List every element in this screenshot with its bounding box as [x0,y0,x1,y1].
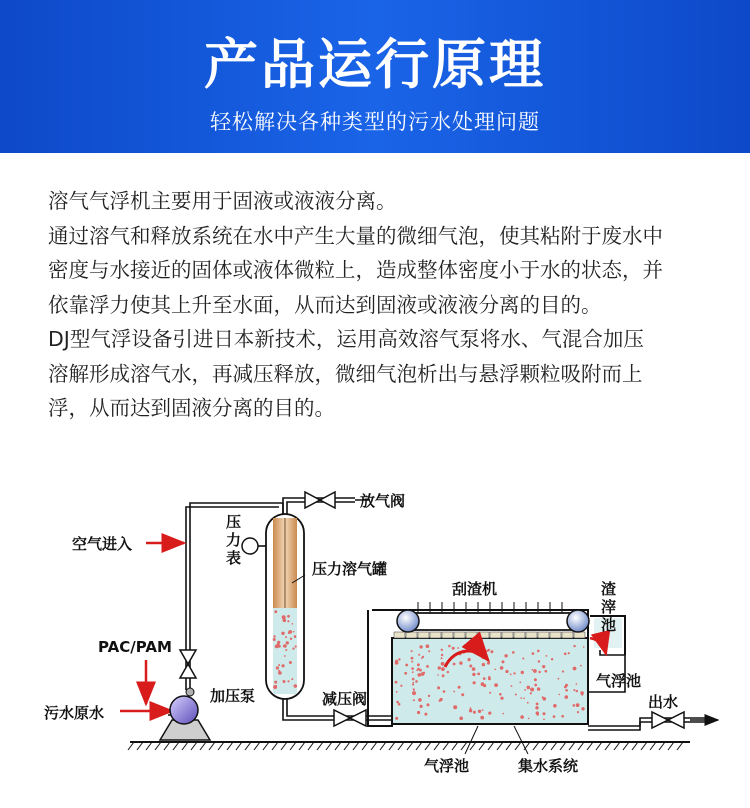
bubble [277,641,280,644]
ground-hatch [551,742,557,750]
bubble [480,716,484,720]
bubble [543,719,545,721]
bubble [559,694,561,696]
collector-label: 集水系统 [518,757,579,775]
bubble [412,683,414,685]
slag-cell [562,632,573,638]
ground-hatch [335,742,341,750]
ground-hatch [461,742,467,750]
bubble [536,703,539,706]
bubble [441,649,443,651]
bubble [537,650,540,653]
bubble [294,635,297,638]
bubble [477,673,480,676]
ground-hatch [668,742,674,750]
ground-hatch [641,742,647,750]
slag-label: 滓 [601,598,617,616]
bubble [561,715,564,718]
slag-label: 渣 [601,580,617,598]
ground-hatch [245,742,251,750]
bubble [286,641,289,644]
bubble [418,654,420,656]
bubble [287,615,290,618]
ground-hatch [560,742,566,750]
bubble [472,673,475,676]
ground-hatch [146,742,152,750]
bubble [459,661,462,664]
ground-hatch [470,742,476,750]
bubble [537,687,540,690]
bubble [528,718,530,720]
bubble [487,661,490,664]
ground-hatch [209,742,215,750]
bubble [453,705,457,709]
raw-water-label: 污水原水 [44,704,105,722]
bubble [546,655,548,657]
bubble [482,663,485,666]
bubble [581,694,583,696]
bubble [511,685,513,687]
bubble [478,710,481,713]
ground-hatch [659,742,665,750]
slag-cell [430,632,441,638]
bubble [413,688,415,690]
bubble [411,661,413,663]
ground-hatch [497,742,503,750]
bubble [458,686,461,689]
ground-hatch [182,742,188,750]
ground-hatch [191,742,197,750]
bubble [411,667,414,670]
bubble [441,662,445,666]
bubble [419,645,422,648]
ground-hatch [353,742,359,750]
ground-hatch [434,742,440,750]
bubble [423,672,425,674]
bubble [533,669,537,673]
ground-hatch [380,742,386,750]
bubble [469,709,472,712]
pressure-pump [160,688,210,740]
ground-hatch [254,742,260,750]
ground-hatch [542,742,548,750]
ground-hatch [272,742,278,750]
scraper [397,602,589,632]
bubble [534,678,537,681]
bubble [520,715,524,719]
bubble [459,717,463,721]
bubble [447,671,449,673]
bubble [417,711,420,714]
bubble [287,620,289,622]
bubble [292,623,294,625]
outlet-label: 出水 [648,693,679,711]
description-line: DJ型气浮设备引进日本新技术，运用高效溶气泵将水、气混合加压 [48,327,644,351]
inlet-valve [180,650,196,678]
bubble [461,693,464,696]
ground-hatch [407,742,413,750]
bubble [532,652,535,655]
ground-hatch [515,742,521,750]
bubble [437,686,440,689]
bubble [441,667,445,671]
ground-hatch [596,742,602,750]
bubble [532,669,534,671]
bubble [273,635,275,637]
bubble [564,653,567,656]
bubble [453,691,455,693]
ground-hatch [452,742,458,750]
slag-cell [574,632,585,638]
bubble [470,707,472,709]
bubble [442,674,445,677]
bubble [577,711,579,713]
bubble [440,698,443,701]
ground-hatch [605,742,611,750]
ground-hatch [290,742,296,750]
bubble [293,631,295,633]
slag-cell [502,632,513,638]
ground-hatch [173,742,179,750]
bubble [538,671,540,673]
flotation-pool-bottom-label: 气浮池 [424,757,470,775]
bubble [441,654,443,656]
bubble [427,703,430,706]
ground-hatch [164,742,170,750]
bubble [473,681,476,684]
slag-cell [550,632,561,638]
ground-hatch [443,742,449,750]
bubble [426,644,430,648]
ground-hatch [227,742,233,750]
bubble [510,674,512,676]
bubble [562,670,564,672]
bubble [418,673,422,677]
bubble [553,715,556,718]
bubble [396,701,399,704]
outlet-valve [652,712,684,728]
ground-hatch [155,742,161,750]
ground-hatch [569,742,575,750]
pressure-tank [266,514,304,699]
ground-hatch [128,742,134,750]
ground-hatch [317,742,323,750]
bubble [522,658,524,660]
bubble [523,698,525,700]
ground-hatch [533,742,539,750]
bubble [576,690,578,692]
bubble [500,697,503,700]
bubble [417,668,420,671]
bubble [294,684,298,688]
bubble [283,645,285,647]
description-text [48,184,718,426]
bubble [285,636,287,638]
description-line: 溶解形成溶气水，再减压释放，微细气泡析出与悬浮颗粒吸附而上 [48,361,643,386]
bubble [527,686,531,690]
bubble [553,704,557,708]
bubble [558,678,560,680]
bubble [420,705,423,708]
bubble [453,663,456,666]
ground-hatch [578,742,584,750]
bubble [437,674,439,676]
bubble [573,667,577,671]
bubble [568,652,570,654]
bubble [412,678,415,681]
bubble [488,677,491,680]
bubble [428,650,430,652]
bubble [400,685,402,687]
slag-cell [418,632,429,638]
pac-label: PAC/PAM [98,638,172,656]
tank-label: 压力溶气罐 [312,560,388,578]
bubble [278,671,282,675]
bubble [395,661,399,665]
bubble [538,660,540,662]
bubble [473,711,476,714]
bubble [583,646,585,648]
description-line: 密度与水接近的固体或液体微粒上，造成整体密度小于水的状态，并 [48,258,663,282]
bubble [500,666,504,670]
bubble [395,681,398,684]
bubble [452,647,455,650]
bubble [505,670,508,673]
ground-hatch [326,742,332,750]
bubble [513,672,515,674]
slag-cell [514,632,525,638]
reducing-valve-label: 减压阀 [322,690,368,708]
ground-hatch [398,742,404,750]
ground-hatch [623,742,629,750]
bubble [519,682,521,684]
bubble [580,665,582,667]
bubble [438,667,441,670]
bubble [504,654,507,657]
pressure-gauge-icon [242,538,258,554]
ground-hatch [614,742,620,750]
slag-cell [478,632,489,638]
bubble [413,682,415,684]
gauge-label: 力 [226,531,242,549]
bubble [412,691,416,695]
bubble [536,711,539,714]
page-subtitle: 轻松解决各种类型的污水处理问题 [210,110,540,134]
bubble [564,686,567,689]
bubble [395,717,398,720]
bubble [576,683,578,685]
bubble [576,703,580,707]
bubble [283,619,287,623]
bubble [426,665,429,668]
pump-label: 加压泵 [210,687,256,705]
slag-cell [490,632,501,638]
ground [128,742,690,750]
bubble [581,707,584,710]
bubble [573,689,575,691]
slag-cell [406,632,417,638]
bubble [530,692,532,694]
bubble [275,685,277,687]
bubble [534,684,537,687]
bubble [573,645,575,647]
slag-cell [442,632,453,638]
bubble [483,684,486,687]
bubble [512,651,515,654]
reducing-valve [334,710,366,726]
description-line: 浮，从而达到固液分离的目的。 [48,396,335,420]
bubble [428,695,430,697]
bubble [411,657,414,660]
bubble [398,658,400,660]
bubble [565,695,569,699]
bubble [483,677,486,680]
bubble [282,664,285,667]
flotation-diagram [0,470,750,808]
gauge-label: 压 [226,513,242,531]
slag-cell [526,632,537,638]
bubble [288,630,292,634]
vent-valve-label: 放气阀 [360,492,406,510]
slag-cell [394,632,405,638]
ground-hatch [308,742,314,750]
bubble [404,672,407,675]
description-line: 通过溶气和释放系统在水中产生大量的微细气泡，使其粘附于废水中 [48,223,663,248]
bubble [457,647,459,649]
bubble [411,650,413,652]
bubble [515,694,517,696]
bubble [524,689,526,691]
bubble [278,664,280,666]
bubble [469,665,472,668]
bubble [417,663,420,666]
bubble [527,702,529,704]
flotation-pool-label: 气浮池 [596,672,642,690]
bubble [443,690,446,693]
bubble [499,693,502,696]
bubble [405,664,408,667]
bubble [295,645,297,647]
ground-hatch [371,742,377,750]
bubble [422,656,424,658]
ground-hatch [488,742,494,750]
description-line: 溶气气浮机主要用于固液或液液分离。 [48,189,397,213]
bubble [274,610,277,613]
bubble [284,655,286,657]
slag-label: 池 [601,616,617,634]
ground-hatch [425,742,431,750]
bubble [573,704,576,707]
bubble [542,665,545,668]
bubble [521,671,524,674]
bubble [489,692,491,694]
bubble [551,658,553,660]
ground-hatch [218,742,224,750]
air-in-label: 空气进入 [72,535,133,553]
bubble [283,680,286,683]
bubble [472,667,476,671]
bubble [535,706,538,709]
bubble [415,680,418,683]
slag-cell [466,632,477,638]
bubble [490,650,493,653]
bubble [502,660,505,663]
bubble [289,661,292,664]
bubble [494,669,496,671]
bubble [396,691,398,693]
bubble [273,638,276,641]
bubble [543,712,546,715]
header-banner [0,0,750,153]
bubble [412,671,414,673]
bubble [291,678,293,680]
bubble [285,649,287,651]
description-line: 依靠浮力使其上升至水面，从而达到固液或液液分离的目的。 [48,292,602,317]
bubble [494,683,498,687]
vent-valve [305,492,335,508]
ground-hatch [281,742,287,750]
bubble [486,650,488,652]
ground-hatch [479,742,485,750]
bubble [468,658,471,661]
bubble [565,689,568,692]
ground-hatch [650,742,656,750]
bubble [545,670,548,673]
ground-hatch [587,742,593,750]
bubble [502,713,504,715]
bubble [424,713,427,716]
bubble [276,666,279,669]
ground-hatch [236,742,242,750]
ground-hatch [137,742,143,750]
bubble [281,632,284,635]
bubble [530,688,534,692]
page-title: 产品运行原理 [204,33,546,96]
ground-hatch [389,742,395,750]
bubble [441,657,443,659]
bubble [543,697,547,701]
bubble [488,712,491,715]
ground-hatch [677,742,683,750]
gauge-label: 表 [226,549,242,567]
slag-cell [538,632,549,638]
ground-hatch [632,742,638,750]
ground-hatch [362,742,368,750]
ground-hatch [299,742,305,750]
bubble [398,703,401,706]
ground-hatch [263,742,269,750]
bubble [292,648,294,650]
ground-hatch [200,742,206,750]
bubble [413,699,415,701]
bubble [482,709,484,711]
bubble [274,681,277,684]
bubble [448,645,451,648]
bubble [520,697,522,699]
slag-cell [454,632,465,638]
ground-hatch [344,742,350,750]
scraper-label: 刮渣机 [452,580,498,598]
bubble [290,638,292,640]
ground-hatch [506,742,512,750]
bubble [418,698,422,702]
ground-hatch [416,742,422,750]
bubble [287,680,289,682]
raw-water-line [120,711,176,715]
